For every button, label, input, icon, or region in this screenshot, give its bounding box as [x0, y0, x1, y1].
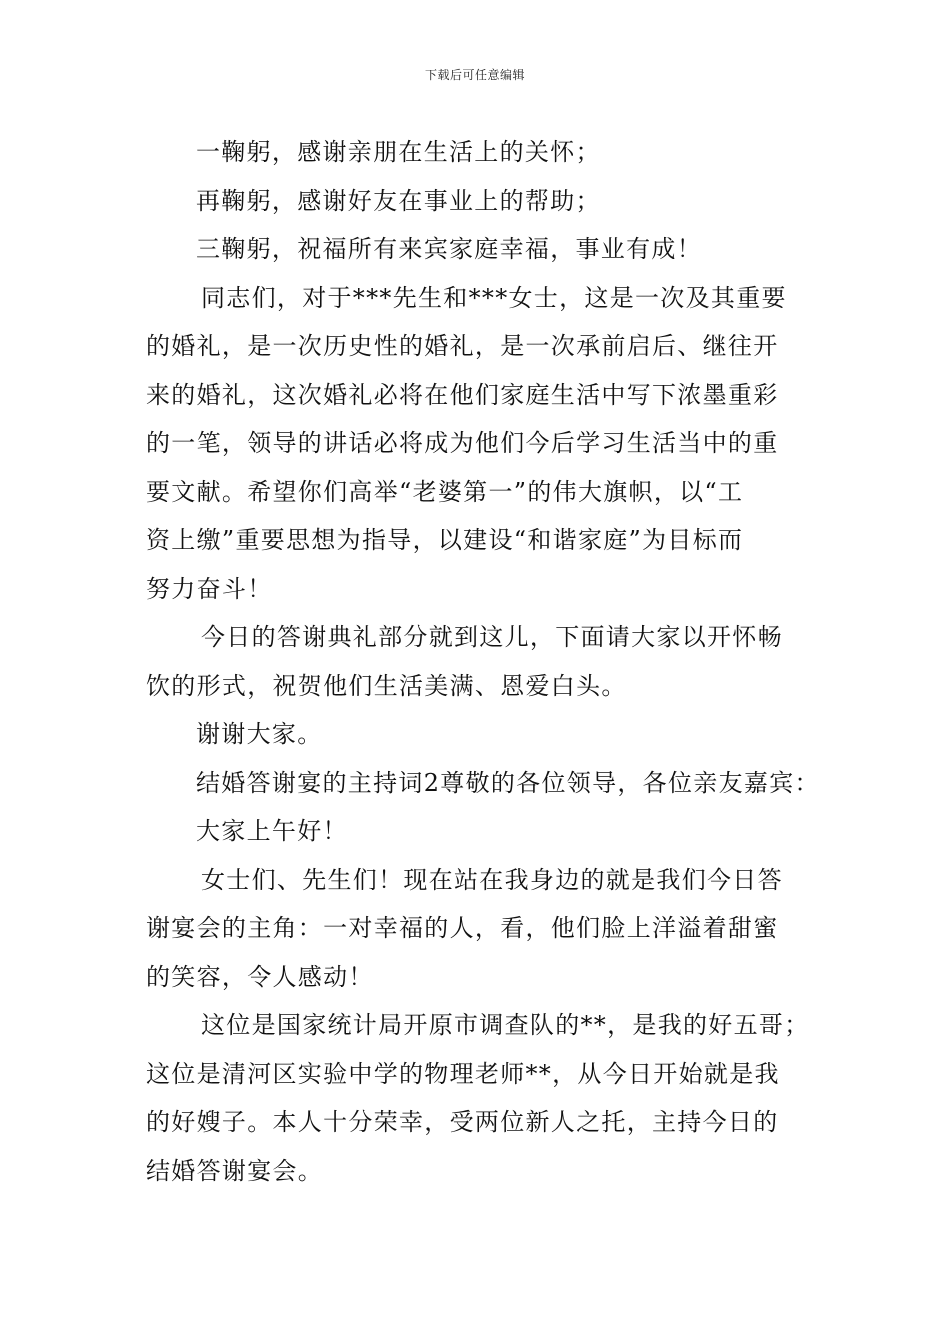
text-line: 再鞠躬，感谢好友在事业上的帮助； [196, 186, 601, 215]
text-line: 的笑容，令人感动！ [146, 962, 374, 991]
text-line: 结婚答谢宴会。 [146, 1156, 324, 1185]
text-line: 结婚答谢宴的主持词2尊敬的各位领导，各位亲友嘉宾： [196, 768, 820, 797]
text-line: 的一笔，领导的讲话必将成为他们今后学习生活当中的重 [146, 429, 779, 457]
page-header: 下载后可任意编辑 [424, 68, 525, 82]
text-line: 来的婚礼，这次婚礼必将在他们家庭生活中写下浓墨重彩 [146, 380, 779, 409]
text-line: 女士们、先生们！现在站在我身边的就是我们今日答 [201, 865, 783, 894]
text-line: 同志们，对于***先生和***女士，这是一次及其重要 [201, 283, 787, 312]
text-line: 的好嫂子。本人十分荣幸，受两位新人之托，主持今日的 [146, 1108, 779, 1136]
text-line: 一鞠躬，感谢亲朋在生活上的关怀； [196, 138, 601, 166]
text-line: 这位是国家统计局开原市调查队的**，是我的好五哥； [201, 1011, 810, 1039]
text-line: 这位是清河区实验中学的物理老师**，从今日开始就是我 [146, 1059, 780, 1088]
text-line: 三鞠躬，祝福所有来宾家庭幸福，事业有成！ [196, 235, 702, 263]
text-line: 饮的形式，祝贺他们生活美满、恩爱白头。 [146, 671, 627, 700]
document-body [146, 128, 826, 1195]
text-line: 的婚礼，是一次历史性的婚礼，是一次承前启后、继往开 [146, 332, 779, 360]
text-line: 大家上午好！ [196, 817, 348, 845]
text-line: 资上缴”重要思想为指导，以建设“和谐家庭”为目标而 [146, 526, 744, 554]
text-line: 今日的答谢典礼部分就到这儿，下面请大家以开怀畅 [201, 623, 783, 651]
text-line: 谢谢大家。 [196, 720, 323, 748]
text-line: 努力奋斗！ [146, 574, 273, 603]
text-line: 要文献。希望你们高举“老婆第一”的伟大旗帜，以“工 [146, 477, 744, 506]
text-line: 谢宴会的主角：一对幸福的人，看，他们脸上洋溢着甜蜜 [146, 914, 779, 942]
